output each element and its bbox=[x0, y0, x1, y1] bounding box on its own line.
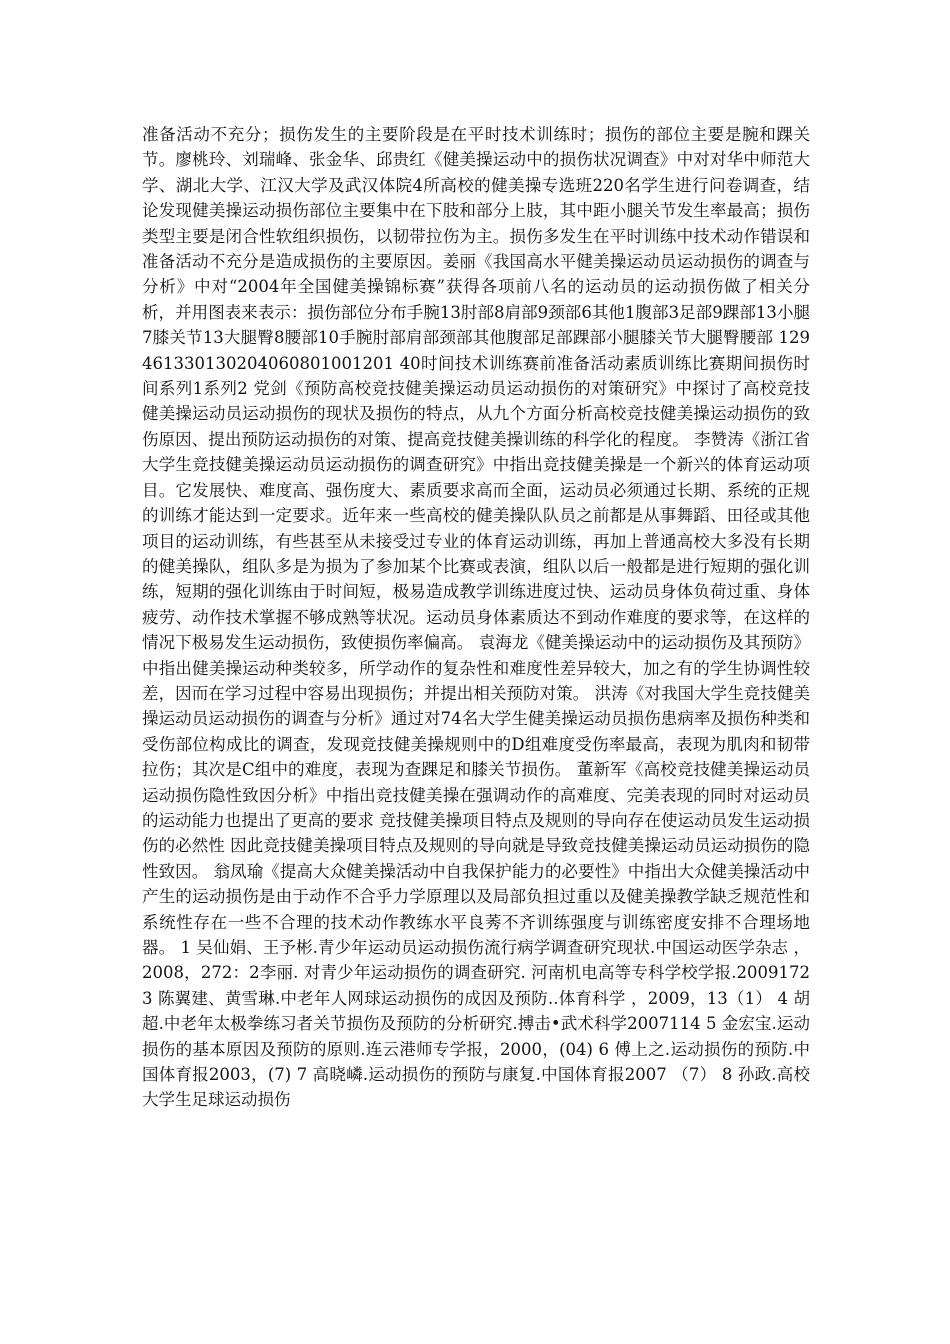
document-body bbox=[142, 122, 810, 1113]
body-paragraph: 准备活动不充分；损伤发生的主要阶段是在平时技术训练时；损伤的部位主要是腕和踝关节。廖桃玲、刘瑞峰、张金华、邱贵红《健美操运动中的损伤状况调查》中对对华中师范大学、湖北大学、江汉大学及武汉体院4所高校的健美操专选班220名学生进行问卷调查，结论发现健美操运动损伤部位主要集中在下肢和部分上肢，其中距小腿关节发生率最高；损伤类型主要是闭合性软组织损伤，以韧带拉伤为主。损伤多发生在平时训练中技术动作错误和准备活动不充分是造成损伤的主要原因。姜丽《我国高水平健美操运动员运动损伤的调查与分析》中对“2004年全国健美操锦标赛”获得各项前八名的运动员的运动损伤做了相关分析，并用图表来表示：损伤部位分布手腕13肘部8肩部9颈部6其他1腹部3足部9踝部13小腿7膝关节13大腿臀8腰部10手腕肘部肩部颈部其他腹部足部踝部小腿膝关节大腿臀腰部 129461330130204060801001201 40时间技术训练赛前准备活动素质训练比赛期间损伤时间系列1系列2 党剑《预防高校竞技健美操运动员运动损伤的对策研究》中探讨了高校竞技健美操运动员运动损伤的现状及损伤的特点，从九个方面分析高校竞技健美操运动损伤的致伤原因、提出预防运动损伤的对策、提高竞技健美操训练的科学化的程度。 李赞涛《浙江省大学生竞技健美操运动员运动损伤的调查研究》中指出竞技健美操是一个新兴的体育运动项目。它发展快、难度高、强伤度大、素质要求高而全面，运动员必须通过长期、系统的正规的训练才能达到一定要求。近年来一些高校的健美操队队员之前都是从事舞蹈、田径或其他项目的运动训练，有些甚至从未接受过专业的体育运动训练，再加上普通高校大多没有长期的健美操队，组队多是为损为了参加某个比赛或表演，组队以后一般都是进行短期的强化训练，短期的强化训练由于时间短，极易造成教学训练进度过快、运动员身体负荷过重、身体疲劳、动作技术掌握不够成熟等状况。运动员身体素质达不到动作难度的要求等，在这样的情况下极易发生运动损伤，致使损伤率偏高。 袁海龙《健美操运动中的运动损伤及其预防》中指出健美操运动种类较多，所学动作的复杂性和难度性差异较大，加之有的学生协调性较差，因而在学习过程中容易出现损伤；并提出相关预防对策。 洪涛《对我国大学生竞技健美操运动员运动损伤的调查与分析》通过对74名大学生健美操运动员损伤患病率及损伤种类和受伤部位构成比的调查，发现竞技健美操规则中的D组难度受伤率最高，表现为肌肉和韧带拉伤；其次是C组中的难度，表现为查踝足和膝关节损伤。 董新军《高校竞技健美操运动员运动损伤隐性致因分析》中指出竞技健美操在强调动作的高难度、完美表现的同时对运动员的运动能力也提出了更高的要求 竞技健美操项目特点及规则的导向存在使运动员发生运动损伤的必然性 因此竞技健美操项目特点及规则的导向就是导致竞技健美操运动员运动损伤的隐性致因。 翁凤瑜《提高大众健美操活动中自我保护能力的必要性》中指出大众健美操活动中产生的运动损伤是由于动作不合乎力学原理以及局部负担过重以及健美操教学缺乏规范性和系统性存在一些不合理的技术动作教练水平良莠不齐训练强度与训练密度安排不合理场地器。 1 吴仙娟、王予彬.青少年运动员运动损伤流行病学调查研究现状.中国运动医学杂志 ，2008，272：2李丽. 对青少年运动损伤的调查研究. 河南机电高等专科学校学报.2009172 3 陈翼建、黄雪琳.中老年人网球运动损伤的成因及预防..体育科学 ，2009，13（1） 4 胡超.中老年太极拳练习者关节损伤及预防的分析研究.搏击•武术科学2007114 5 金宏宝.运动损伤的基本原因及预防的原则.连云港师专学报，2000，(04) 6 傅上之.运动损伤的预防.中国体育报2003，(7) 7 高晓嶙.运动损伤的预防与康复.中国体育报2007 （7） 8 孙政.高校大学生足球运动损伤 bbox=[142, 125, 810, 1110]
